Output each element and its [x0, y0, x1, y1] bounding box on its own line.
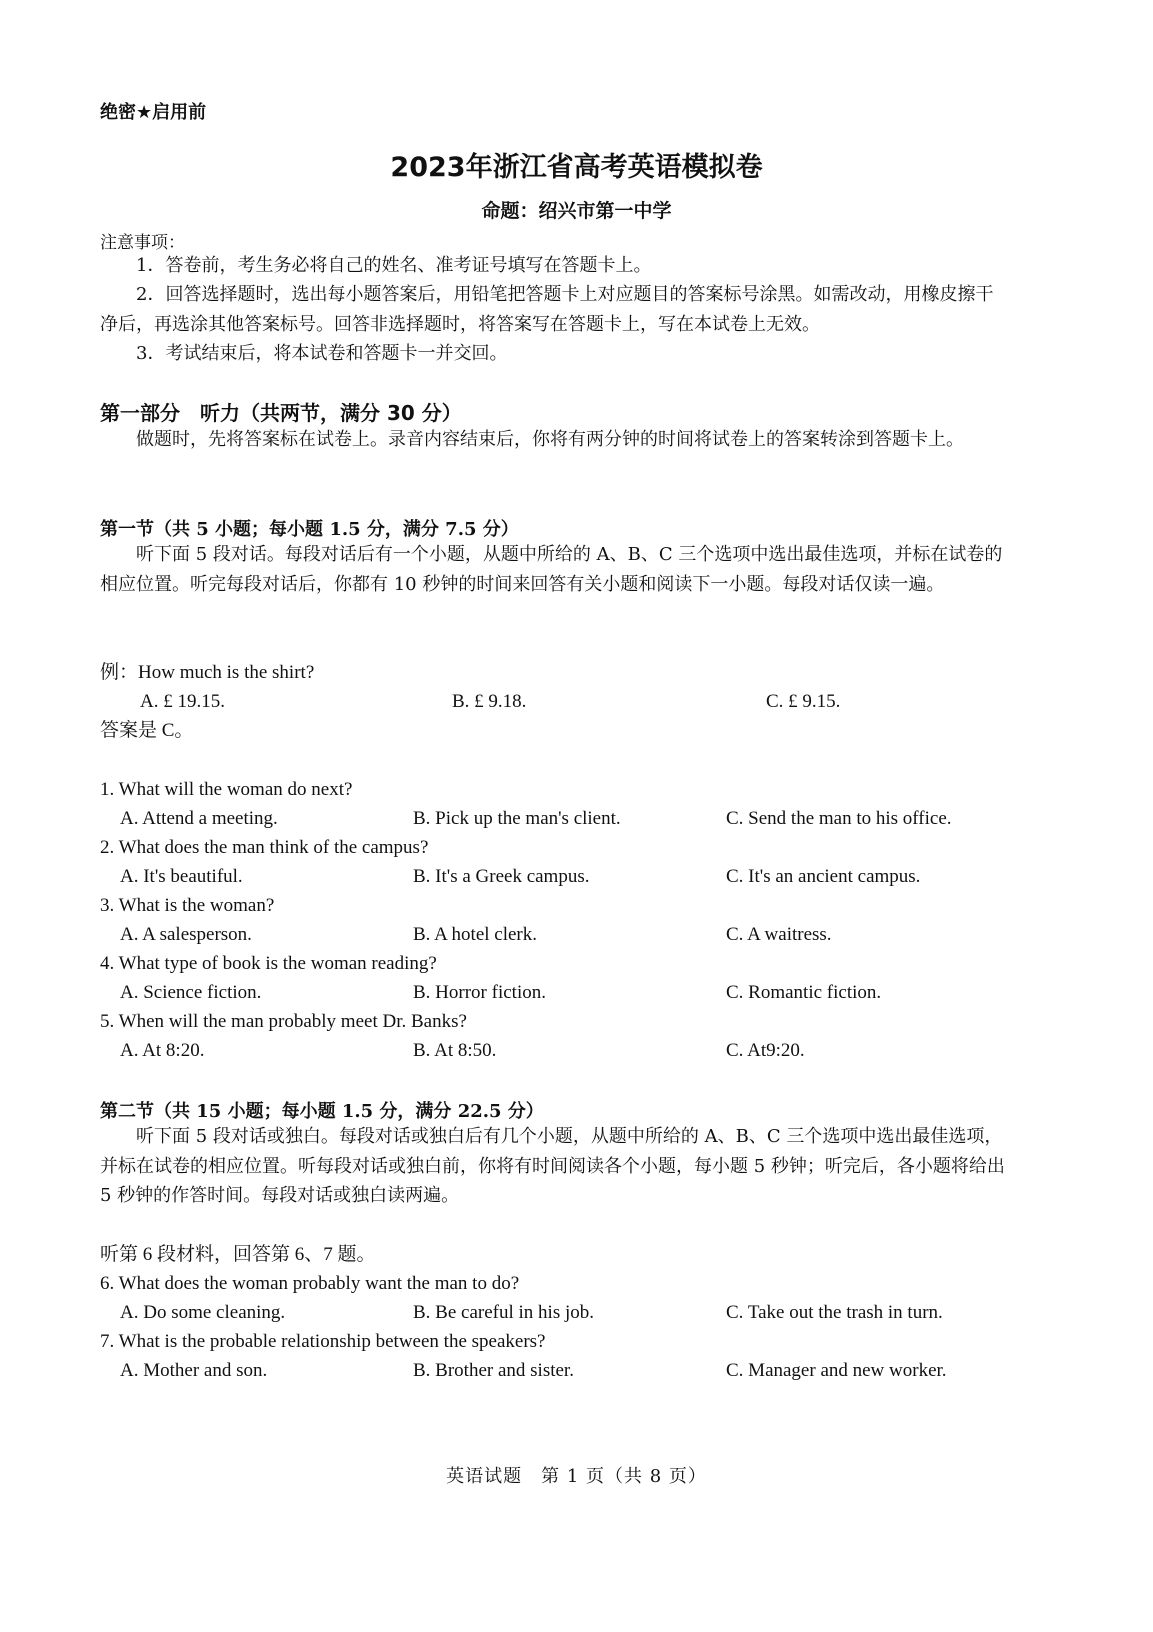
question-4: 4. What type of book is the woman reading? — [100, 953, 437, 974]
question-3-option-a: A. A salesperson. — [120, 924, 252, 945]
question-2-option-b: B. It's a Greek campus. — [413, 866, 590, 887]
question-6-option-b: B. Be careful in his job. — [413, 1302, 594, 1323]
question-1-option-a: A. Attend a meeting. — [120, 808, 278, 829]
question-1-option-c: C. Send the man to his office. — [726, 808, 952, 829]
example-option-c: C. £ 9.15. — [766, 691, 841, 712]
question-2-option-c: C. It's an ancient campus. — [726, 866, 921, 887]
example-question: 例：How much is the shirt? — [100, 662, 315, 683]
question-7-option-a: A. Mother and son. — [120, 1360, 268, 1381]
material-note: 听第 6 段材料，回答第 6、7 题。 — [100, 1244, 376, 1265]
question-4-option-a: A. Science fiction. — [120, 982, 262, 1003]
question-3-option-c: C. A waitress. — [726, 924, 832, 945]
question-1: 1. What will the woman do next? — [100, 779, 353, 800]
section-instruction: 听下面 5 段对话。每段对话后有一个小题，从题中所给的 A、B、C 三个选项中选出最佳选项，并标在试卷的相应位置。听完每段对话后，你都有 10 秒钟的时间来回答有关小题和阅读下一小题。每段对话仅读一遍。 — [100, 544, 1003, 595]
example-option-b: B. £ 9.18. — [452, 691, 527, 712]
section-heading: 第二节（共 15 小题；每小题 1.5 分，满分 22.5 分） — [100, 1101, 544, 1122]
exam-title: 2023年浙江省高考英语模拟卷 — [390, 152, 763, 183]
question-7: 7. What is the probable relationship between the speakers? — [100, 1331, 546, 1352]
question-6: 6. What does the woman probably want the man to do? — [100, 1273, 520, 1294]
section-heading: 第一节（共 5 小题；每小题 1.5 分，满分 7.5 分） — [100, 519, 519, 540]
notice-item: 2．回答选择题时，选出每小题答案后，用铅笔把答题卡上对应题目的答案标号涂黑。如需改动，用橡皮擦干净后，再选涂其他答案标号。回答非选择题时，将答案写在答题卡上，写在本试卷上无效。 — [100, 284, 994, 335]
question-2: 2. What does the man think of the campus? — [100, 837, 429, 858]
question-2-option-a: A. It's beautiful. — [120, 866, 243, 887]
question-5-option-b: B. At 8:50. — [413, 1040, 497, 1061]
confidential-label: 绝密★启用前 — [100, 102, 207, 123]
question-4-option-b: B. Horror fiction. — [413, 982, 546, 1003]
notice-item: 1．答卷前，考生务必将自己的姓名、准考证号填写在答题卡上。 — [136, 255, 652, 276]
question-5: 5. When will the man probably meet Dr. Banks? — [100, 1011, 467, 1032]
question-3: 3. What is the woman? — [100, 895, 275, 916]
question-3-option-b: B. A hotel clerk. — [413, 924, 538, 945]
notice-heading: 注意事项： — [100, 233, 185, 253]
question-6-option-a: A. Do some cleaning. — [120, 1302, 286, 1323]
section-instruction: 听下面 5 段对话或独白。每段对话或独白后有几个小题，从题中所给的 A、B、C 三个选项中选出最佳选项，并标在试卷的相应位置。听每段对话或独白前，你将有时间阅读各个小题，每小题 5 秒钟；听完后，各小题将给出 5 秒钟的作答时间。每段对话或独白读两遍。 — [100, 1126, 1005, 1206]
question-1-option-b: B. Pick up the man's client. — [413, 808, 621, 829]
question-5-option-c: C. At9:20. — [726, 1040, 805, 1061]
question-6-option-c: C. Take out the trash in turn. — [726, 1302, 943, 1323]
example-answer: 答案是 C。 — [100, 720, 194, 741]
question-5-option-a: A. At 8:20. — [120, 1040, 205, 1061]
question-7-option-b: B. Brother and sister. — [413, 1360, 574, 1381]
question-7-option-c: C. Manager and new worker. — [726, 1360, 947, 1381]
page-footer: 英语试题 第 1 页（共 8 页） — [446, 1466, 707, 1487]
notice-item: 3．考试结束后，将本试卷和答题卡一并交回。 — [136, 343, 508, 364]
exam-author: 命题：绍兴市第一中学 — [481, 200, 672, 222]
part-heading: 第一部分 听力（共两节，满分 30 分） — [100, 401, 462, 425]
question-4-option-c: C. Romantic fiction. — [726, 982, 882, 1003]
part-instruction: 做题时，先将答案标在试卷上。录音内容结束后，你将有两分钟的时间将试卷上的答案转涂到答题卡上。 — [136, 429, 964, 450]
example-option-a: A. £ 19.15. — [140, 691, 225, 712]
